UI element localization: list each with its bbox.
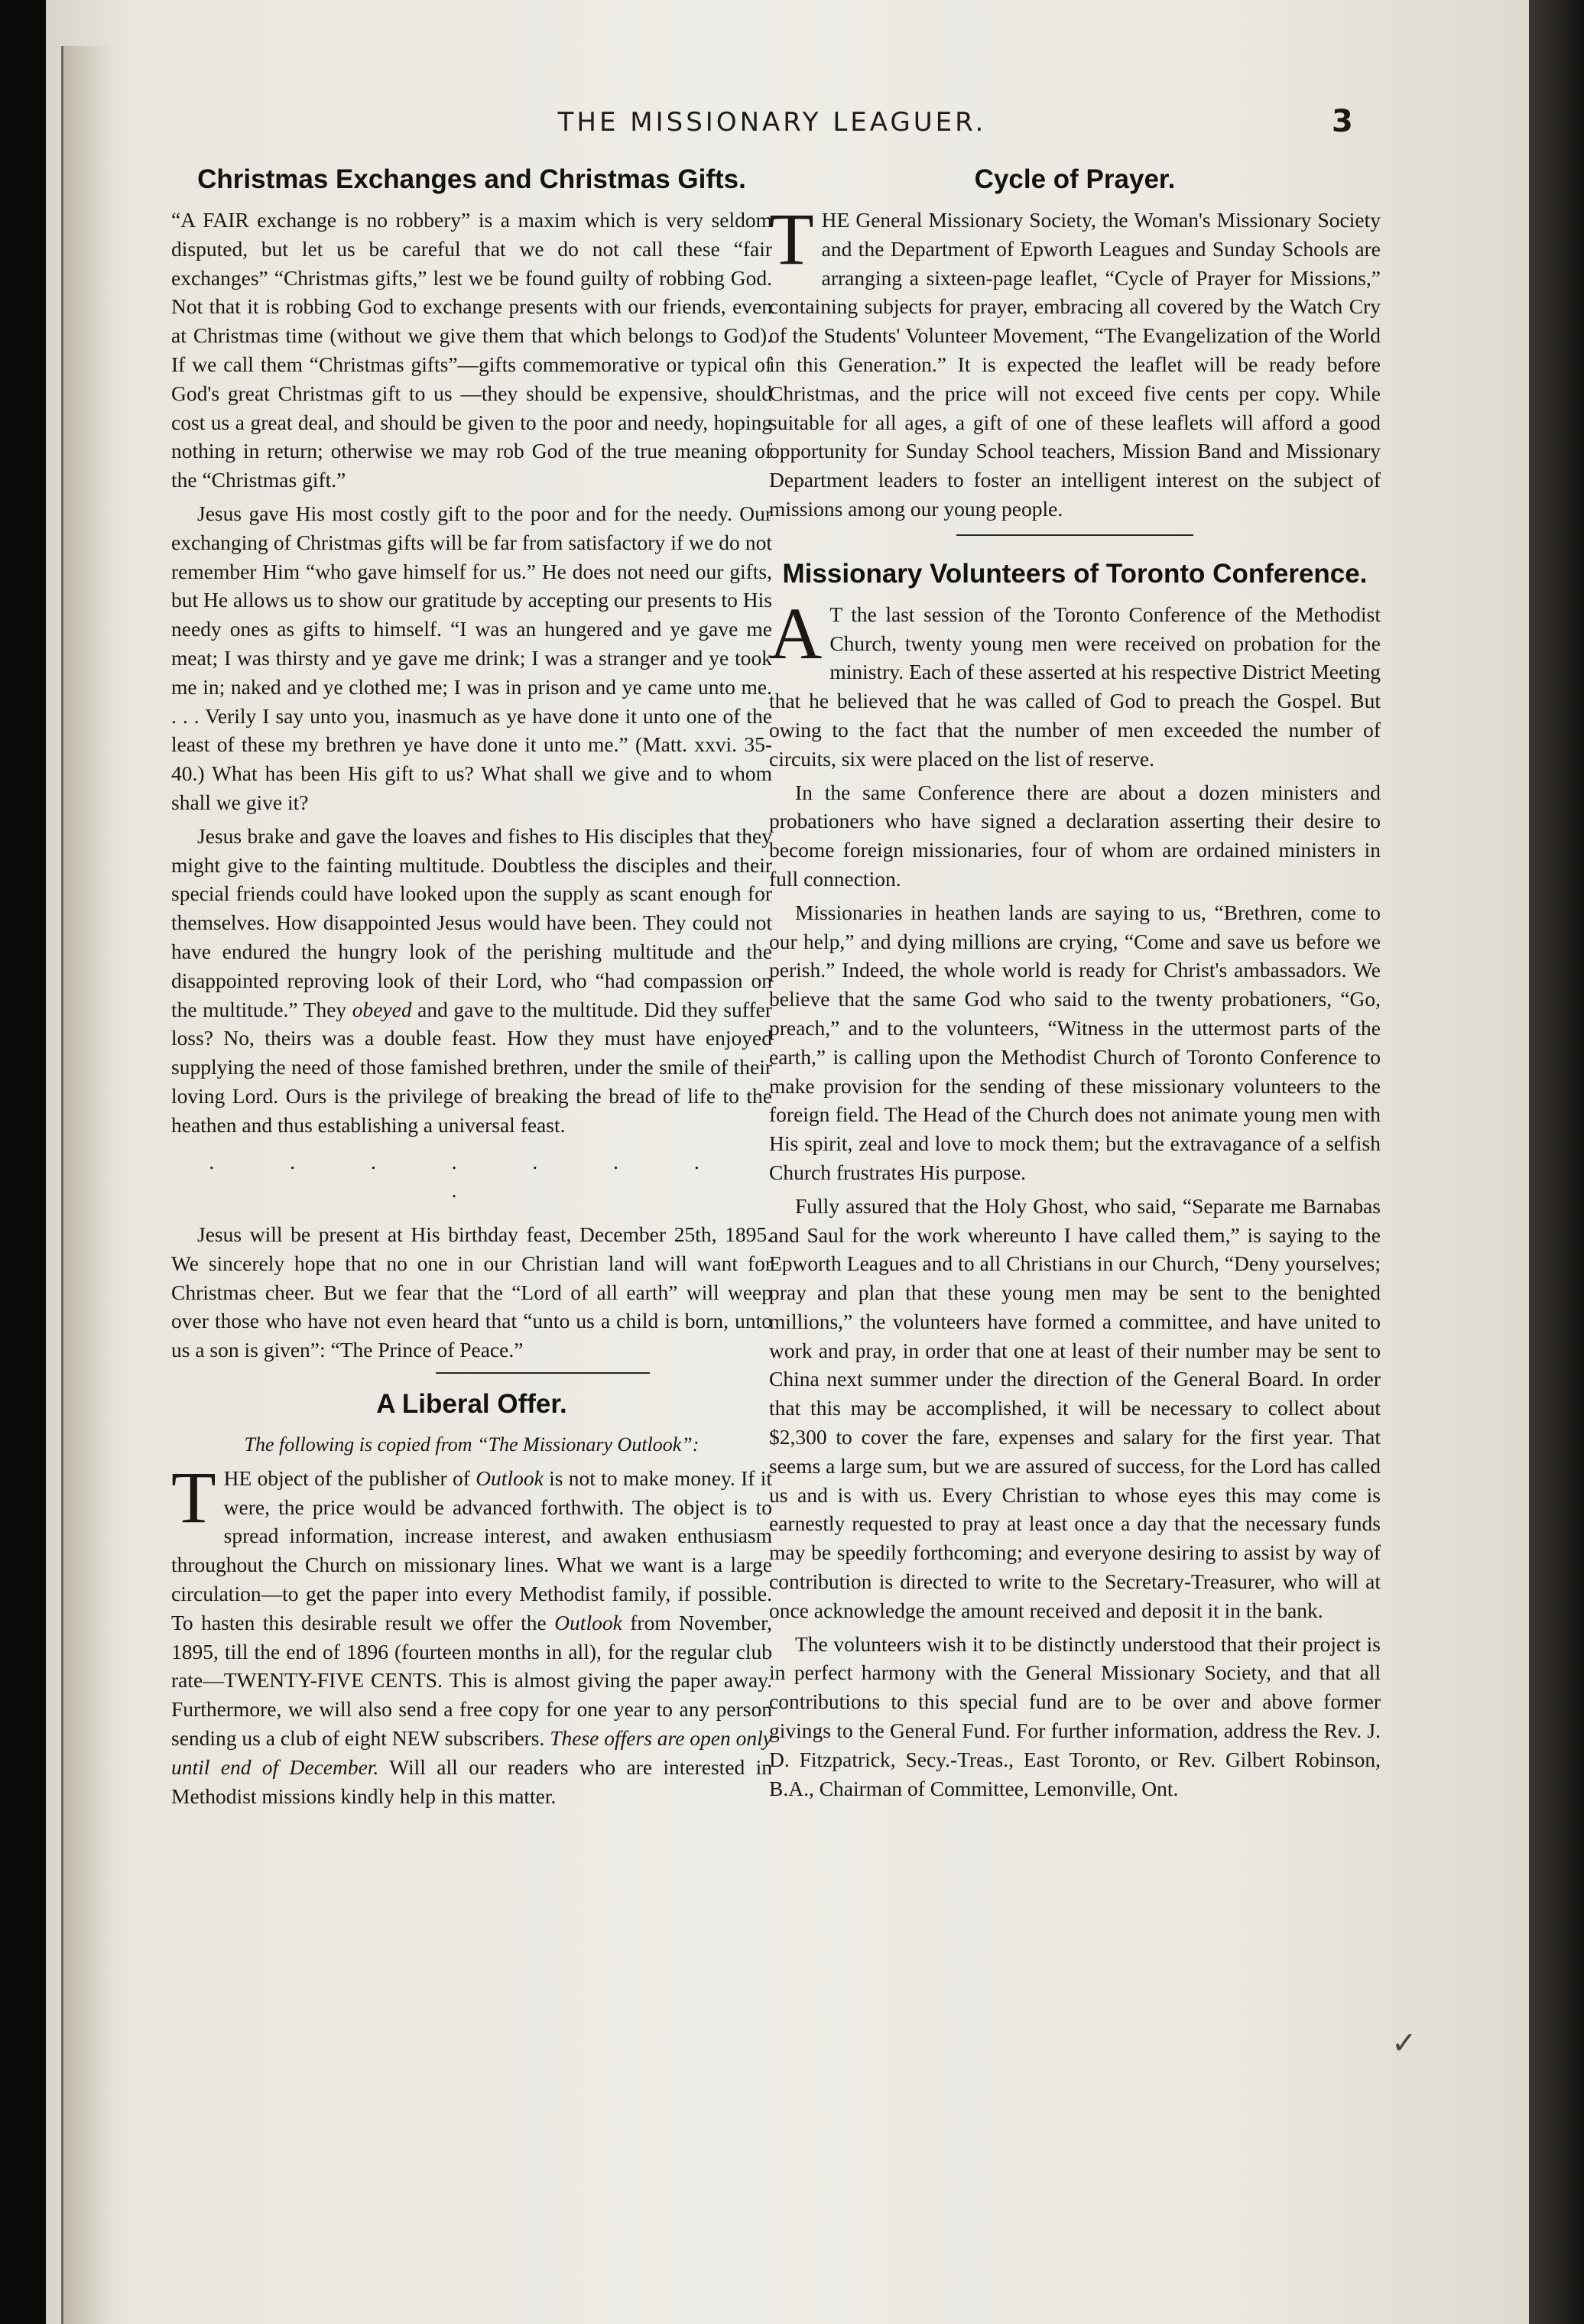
christmas-paragraph-1-text: “A FAIR exchange is no robbery” is a maxim which is very seldom disputed, but let us be careful that we do not call these “fair exchanges” “Christmas gifts,” lest we be found guilty of robbing God. Not that it is robbing God to exchange presents with our friends, even at Christmas time (without we give them that which belongs to God). If we call them “Christmas gifts”—gifts commemorative or typical of God's great Christmas gift to us —they should be expensive, should cost us a great deal, and should be given to the poor and needy, hoping nothing in return; otherwise we may rob God of the true meaning of the “Christmas gift.” <box>171 208 772 492</box>
christmas-title: Christmas Exchanges and Christmas Gifts. <box>197 164 746 194</box>
section-divider <box>436 1372 650 1374</box>
binding-gutter <box>61 46 111 2324</box>
section-divider <box>956 534 1193 536</box>
christmas-paragraph-3 <box>171 822 772 1140</box>
page-number: 3 <box>1332 104 1353 139</box>
christmas-emphasis-obeyed: obeyed <box>352 997 412 1021</box>
christmas-paragraph-1 <box>171 206 772 495</box>
left-column <box>171 164 772 1815</box>
section-ellipsis: . . . . . . . . <box>209 1149 735 1203</box>
right-column <box>769 164 1381 1807</box>
drop-cap: T <box>769 198 814 280</box>
running-header: THE MISSIONARY LEAGUER. <box>557 107 987 138</box>
volunteers-paragraph-5: The volunteers wish it to be distinctly understood that their project is in perfect harmony with the General Missionary Society, and that all contributions to this special fund are to be over and above former givings to the General Fund. For further information, address the Rev. J. D. Fitzpatrick, Secy.-Treas., East Toronto, or Rev. Gilbert Robinson, B.A., Chairman of Committee, Lemonville, Ont. <box>769 1631 1381 1800</box>
volunteers-paragraph-1 <box>769 592 1381 774</box>
publication-name: Outlook <box>554 1610 622 1634</box>
cycle-text: HE General Missionary Society, the Woman's Missionary Society and the Department of Epworth Leagues and Sunday Schools are arranging a sixteen-page leaflet, “Cycle of Prayer for Missions,” containing subjects for prayer, embracing all covered by the Watch Cry of the Students' Volunteer Movement, “The Evangelization of the World in this Generation.” It is expected the leaflet will be ready before Christmas, and the price will not exceed five cents per copy. While suitable for all ages, a gift of one of these leaflets will afford a good opportunity for Sunday School teachers, Mission Band and Missionary Department leaders to foster an intelligent interest on the subject of missions among our young people. <box>769 208 1381 521</box>
drop-cap: T <box>171 1456 216 1538</box>
christmas-paragraph-2: Jesus gave His most costly gift to the poor and for the needy. Our exchanging of Christmas gifts will be far from satisfactory if we do not remember Him “who gave himself for us.” He does not need our gifts, but He allows us to show our gratitude by accepting our presents to His needy ones as gifts to himself. “I was an hungered and ye gave me meat; I was thirsty and ye gave me drink; I was a stranger and ye took me in; naked and ye clothed me; I was in prison and ye came unto me. . . . Verily I say unto you, inasmuch as ye have done it unto one of the least of these my brethren ye have done it unto me.” (Matt. xxvi. 35-40.) What has been His gift to us? What shall we give and to whom shall we give it? <box>171 501 772 814</box>
christmas-paragraph-3-a: Jesus brake and gave the loaves and fishes to His disciples that they might give to the fainting multitude. Doubtless the disciples and their special friends could have looked upon the supply as scant enough for themselves. How disappointed Jesus would have been. They could not have endured the hungry look of the perishing multitude and the disappointed reproving look of their Lord, who “had compassion on the multitude.” They <box>171 823 772 1021</box>
christmas-paragraph-3-b: and gave to the multitude. Did they suffer loss? No, theirs was a double feast. How they must have enjoyed supplying the need of those famished brethren, under the smile of their loving Lord. Ours is the privilege of breaking the bread of life to the heathen and thus establishing a universal feast. <box>171 997 772 1137</box>
liberal-text-b: is not to make money. If it were, the price would be advanced forthwith. The object is to spread information, increase interest, and awaken enthusiasm throughout the Church on missionary lines. What we want is a large circulation—to get the paper into every Methodist family, if possible. To hasten this desirable result we offer the <box>171 1465 772 1634</box>
christmas-paragraph-4: Jesus will be present at His birthday feast, December 25th, 1895. We sincerely hope that no one in our Christian land will want for Christmas cheer. But we fear that the “Lord of all earth” will weep over those who have not even heard that “unto us a child is born, unto us a son is given”: “The Prince of Peace.” <box>171 1222 772 1362</box>
volunteers-paragraph-3: Missionaries in heathen lands are saying to us, “Brethren, come to our help,” and dying millions are crying, “Come and save us before we perish.” Indeed, the whole world is ready for Christ's ambassadors. We believe that the same God who said to the twenty probationers, “Go, preach,” and to the volunteers, “Witness in the uttermost parts of the earth,” is calling upon the Methodist Church of Toronto Conference to make provision for the sending of these missionary volunteers to the foreign field. The Head of the Church does not animate young men with His spirit, zeal and love to mock them; but the extravagance of a selfish Church frustrates His purpose. <box>769 900 1381 1184</box>
cycle-paragraph <box>769 198 1381 524</box>
volunteers-paragraph-2: In the same Conference there are about a dozen ministers and probationers who have signed a declaration asserting their desire to become foreign missionaries, four of whom are ordained ministers in full connection. <box>769 780 1381 891</box>
liberal-text-c: from November, 1895, till the end of 1896 (fourteen months in all), for the regular club rate—TWENTY-FIVE CENTS. This is almost giving the paper away. Furthermore, we will also send a free copy for one year to any person sending us a club of eight NEW subscribers. <box>171 1610 772 1751</box>
liberal-offer-paragraph <box>171 1456 772 1811</box>
drop-cap: A <box>769 592 823 674</box>
publication-name: Outlook <box>476 1465 544 1490</box>
liberal-text-a: HE object of the publisher of <box>223 1465 476 1490</box>
check-mark-icon: ✓ <box>1391 2026 1417 2061</box>
liberal-offer-intro: The following is copied from “The Missionary Outlook”: <box>244 1433 699 1456</box>
volunteers-paragraph-4: Fully assured that the Holy Ghost, who said, “Separate me Barnabas and Saul for the work whereunto I have called them,” is saying to the Epworth Leagues and to all Christians in our Church, “Deny yourselves; pray and plan that these young men may be sent to the benighted millions,” the volunteers have formed a committee, and have united to work and pray, in order that one at least of their number may be sent to China next summer under the direction of the General Board. In order that this may be accomplished, it will be necessary to collect about $2,300 to cover the fare, expenses and salary for the first year. That seems a large sum, but we are assured of success, for the Lord has called us and is with us. Every Christian to whose eyes this may come is earnestly requested to pray at least once a day that the necessary funds may be speedily forthcoming; and everyone desiring to assist by way of contribution is directed to write to the Secretary-Treasurer, who will at once acknowledge the amount received and deposit it in the bank. <box>769 1193 1381 1622</box>
liberal-text-d: Will all our readers who are interested in Methodist missions kindly help in this matter. <box>171 1754 772 1808</box>
liberal-offer-title: A Liberal Offer. <box>376 1389 567 1420</box>
volunteers-title: Missionary Volunteers of Toronto Conference. <box>782 558 1368 589</box>
cycle-title: Cycle of Prayer. <box>974 164 1176 194</box>
volunteers-text-1: T the last session of the Toronto Conference of the Methodist Church, twenty young men were received on probation for the ministry. Each of these asserted at his respective District Meeting that he believed that he was called of God to preach the Gospel. But owing to the fact that the number of men exceeded the number of circuits, six were placed on the list of reserve. <box>769 602 1381 771</box>
page-edge-shadow <box>1529 0 1584 2324</box>
offer-deadline: These offers are open only until end of December. <box>171 1726 772 1779</box>
